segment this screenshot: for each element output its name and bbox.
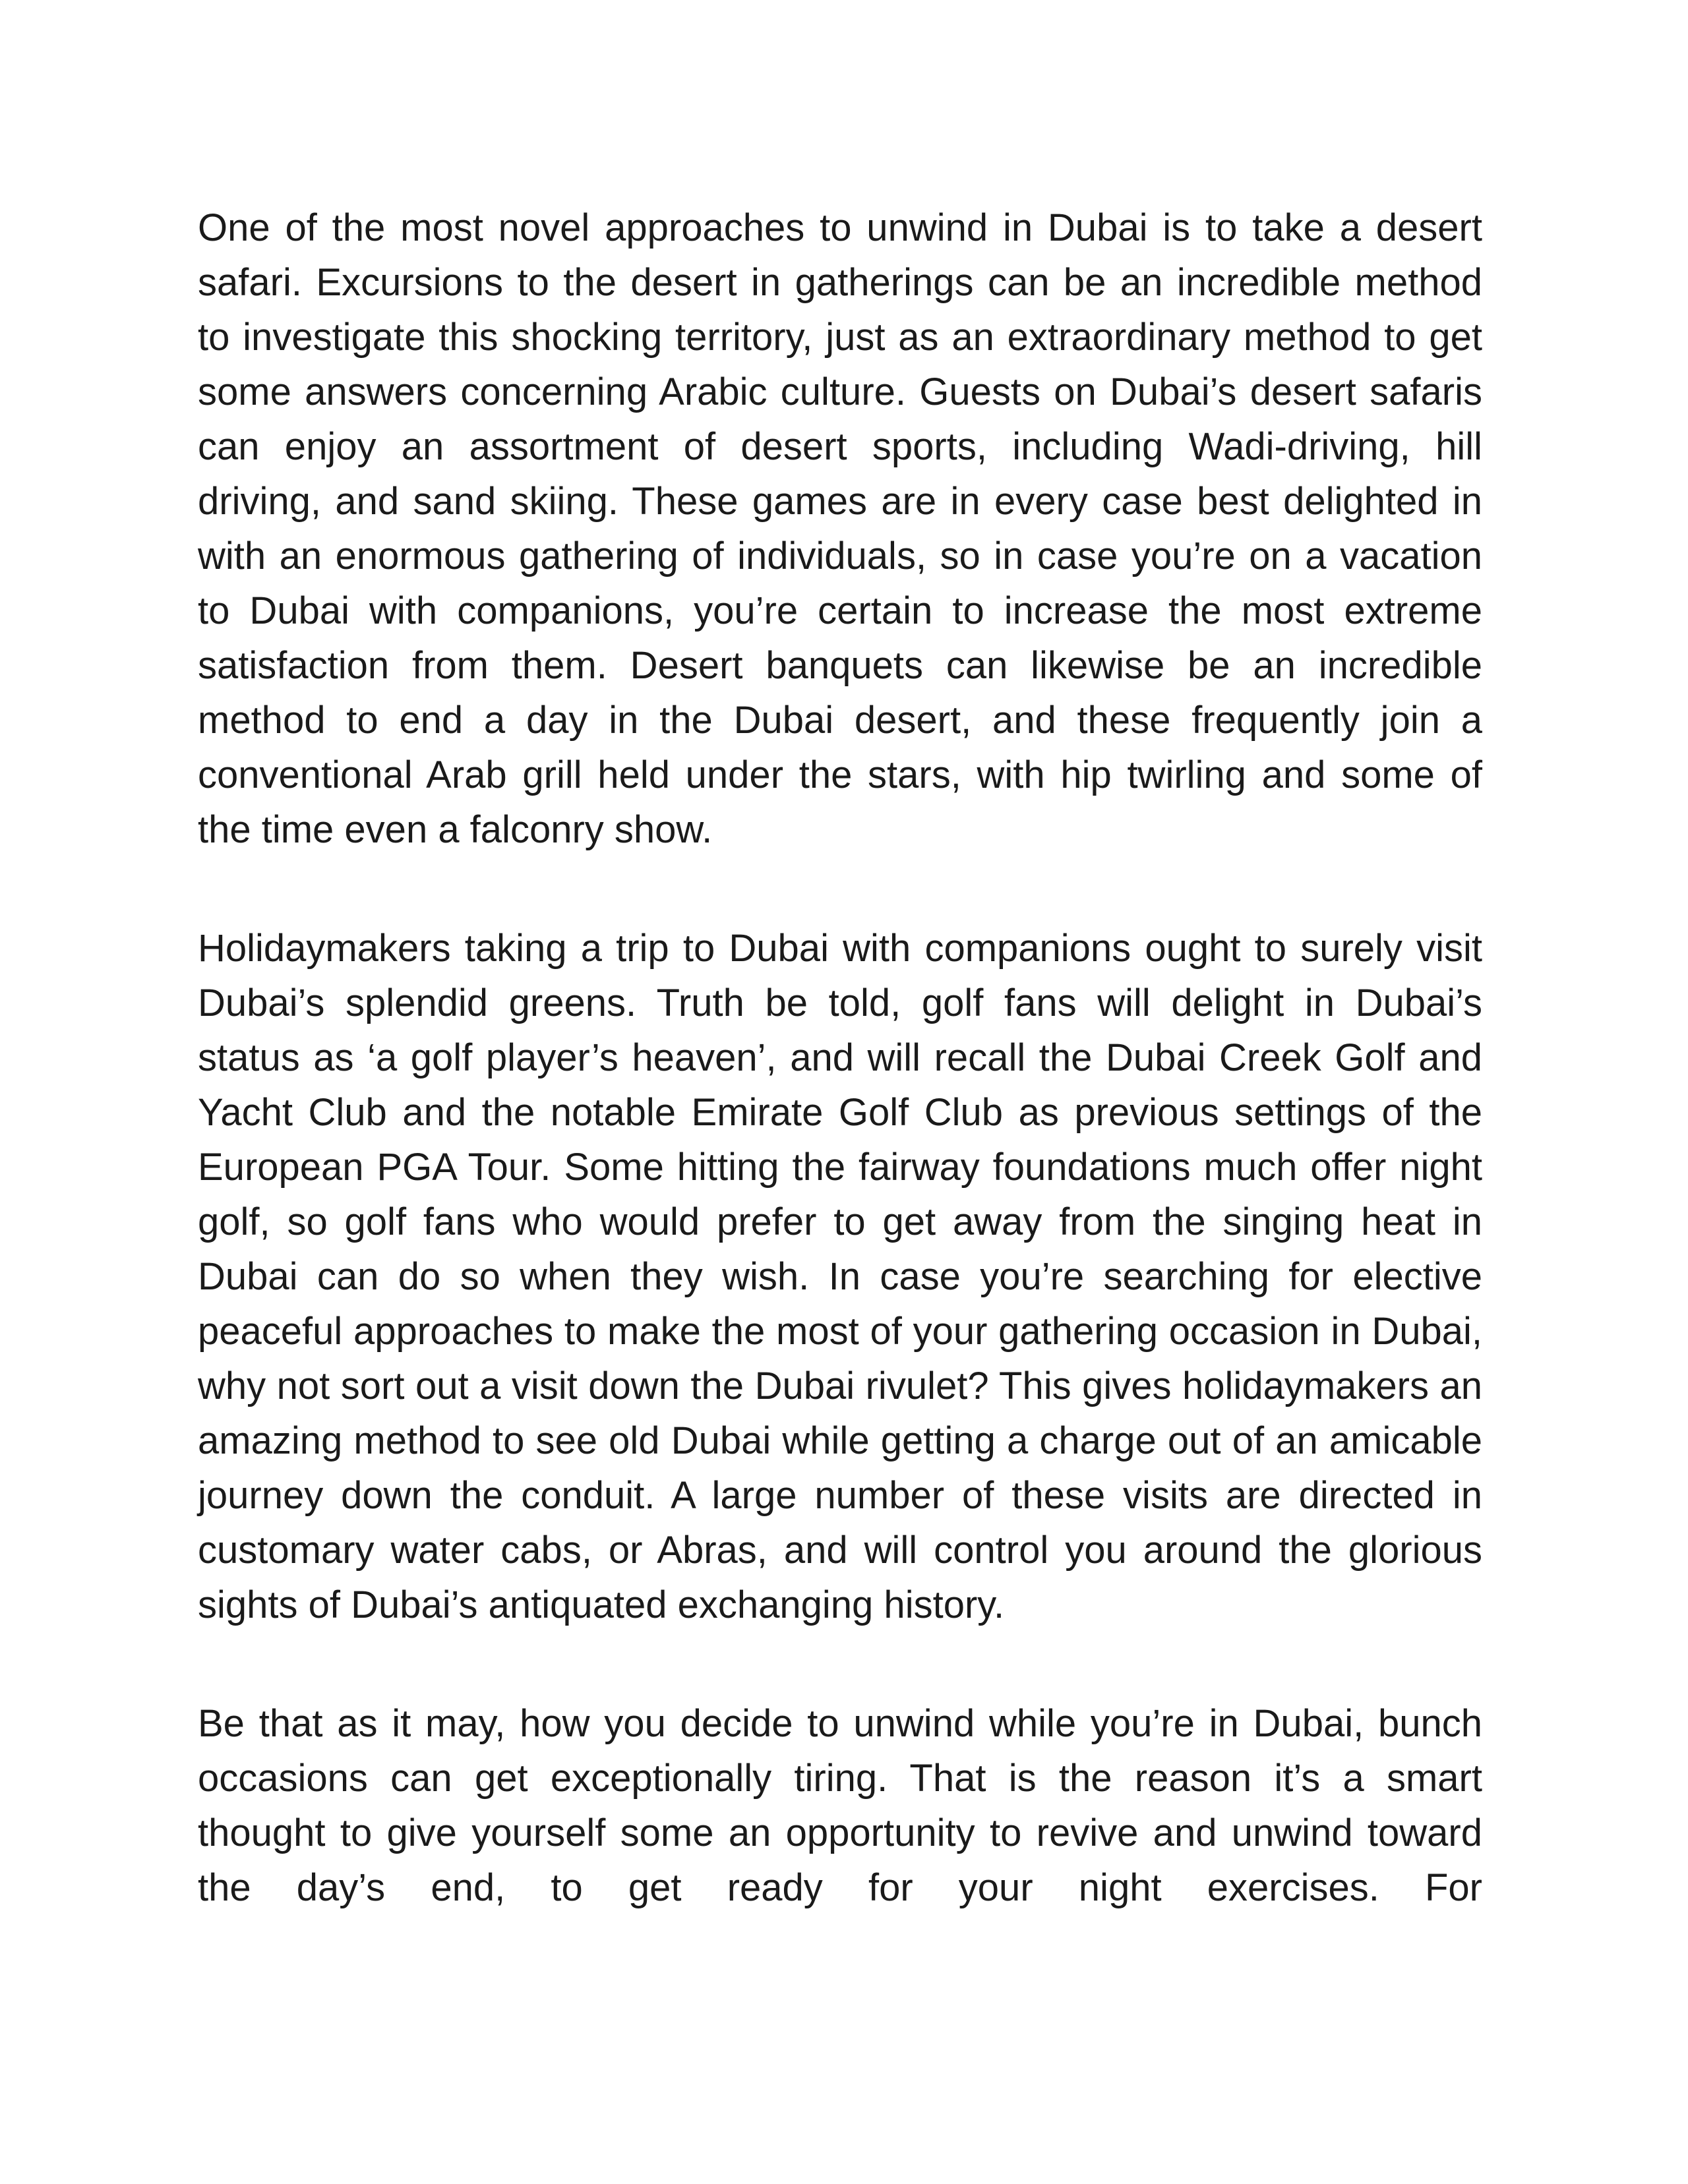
paragraph-desert-safari: One of the most novel approaches to unwind in Dubai is to take a desert safari. Excursions to the desert in gatherings can be an incredible method to investigate this shocking territory, just as an extraordinary method to get some answers concerning Arabic culture. Guests on Dubai’s desert safaris can enjoy an assortment of desert sports, including Wadi-driving, hill driving, and sand skiing. These games are in every case best delighted in with an enormous gathering of individuals, so in case you’re on a vacation to Dubai with companions, you’re certain to increase the most extreme satisfaction from them. Desert banquets can likewise be an incredible method to end a day in the Dubai desert, and these frequently join a conventional Arab grill held under the stars, with hip twirling and some of the time even a falconry show.	[198, 206, 1482, 851]
paragraph-unwind: Be that as it may, how you decide to unwind while you’re in Dubai, bunch occasions can get exceptionally tiring. That is the reason it’s a smart thought to give yourself some an opportunity to revive and unwind toward the day’s end, to get ready for your night exercises. For	[198, 1702, 1482, 1909]
paragraph-golf-and-creek: Holidaymakers taking a trip to Dubai with companions ought to surely visit Dubai’s splendid greens. Truth be told, golf fans will delight in Dubai’s status as ‘a golf player’s heaven’, and will recall the Dubai Creek Golf and Yacht Club and the notable Emirate Golf Club as previous settings of the European PGA Tour. Some hitting the fairway foundations much offer night golf, so golf fans who would prefer to get away from the singing heat in Dubai can do so when they wish. In case you’re searching for elective peaceful approaches to make the most of your gathering occasion in Dubai, why not sort out a visit down the Dubai rivulet? This gives holidaymakers an amazing method to see old Dubai while getting a charge out of an amicable journey down the conduit. A large number of these visits are directed in customary water cabs, or Abras, and will control you around the glorious sights of Dubai’s antiquated exchanging history.	[198, 927, 1482, 1626]
document-body	[198, 200, 1482, 1979]
